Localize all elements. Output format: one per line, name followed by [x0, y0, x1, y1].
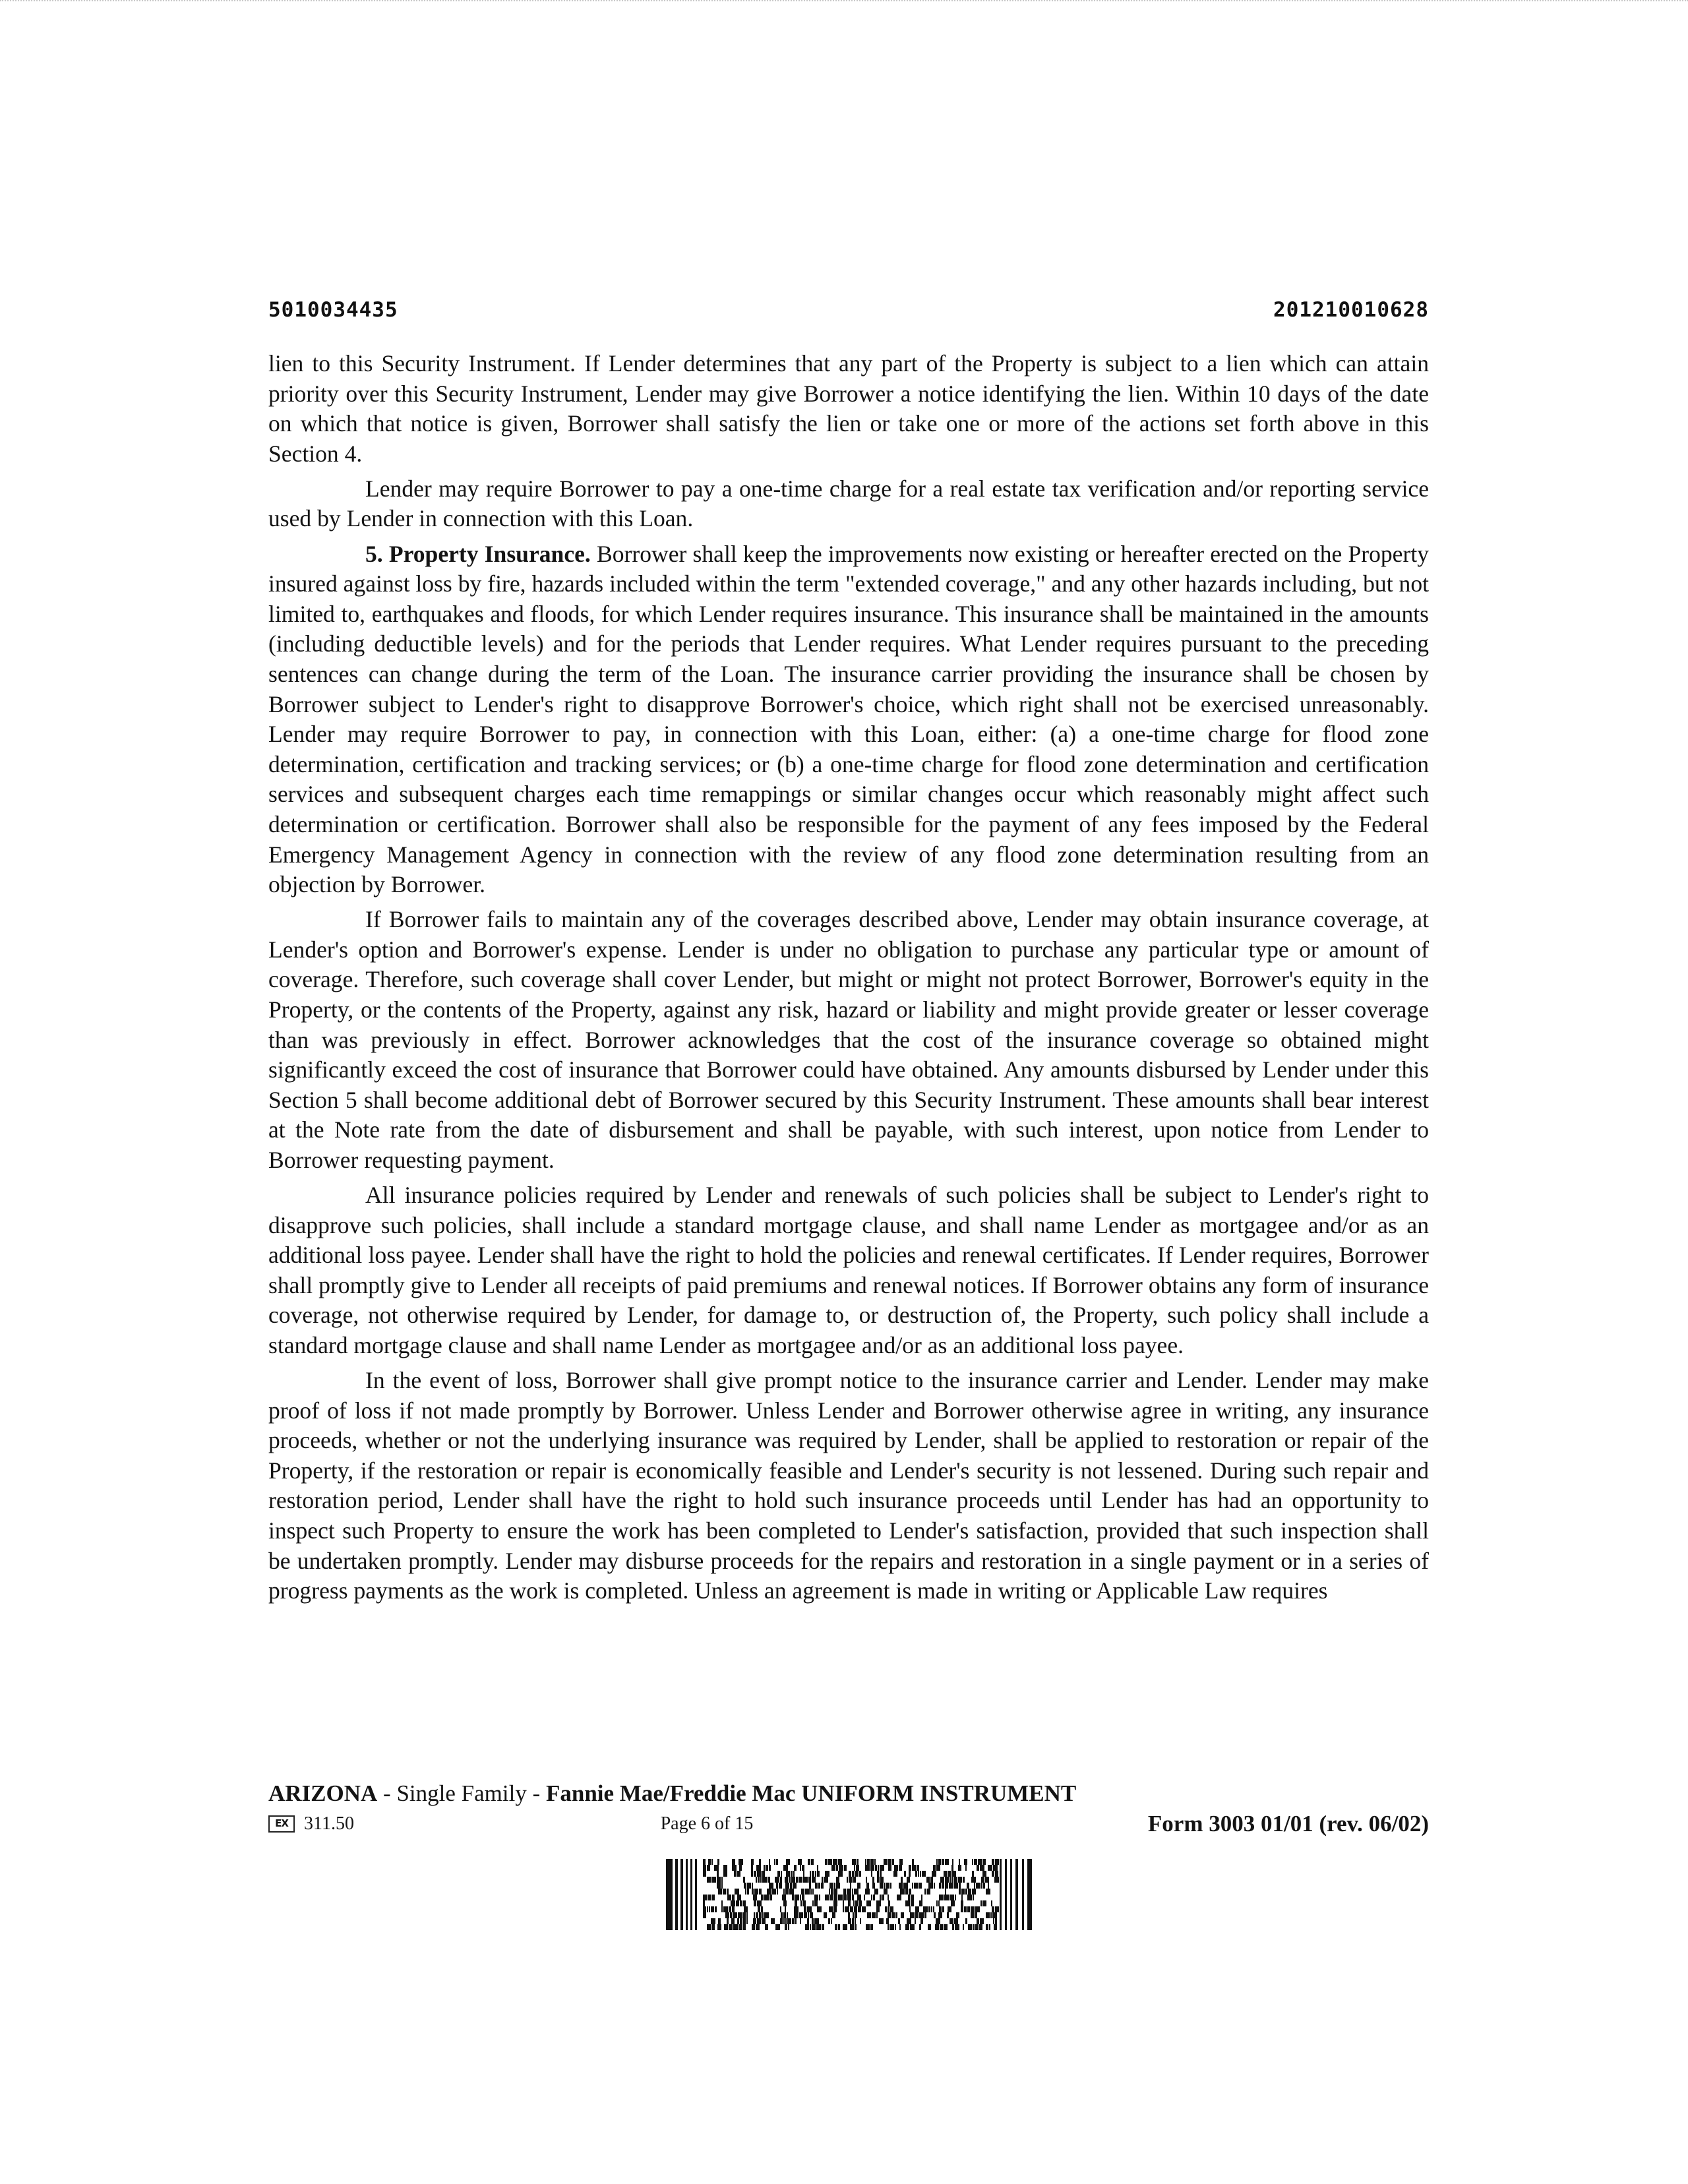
section-text: Borrower shall keep the improvements now existing or hereafter erected on the Property insured against loss by fire, hazards included within the term "extended coverage," and any other hazards including, but not limited to, earthquakes and floods, for which Lender requires insurance. This insurance shall be maintained in the amounts (including deductible levels) and for the periods that Lender requires. What Lender requires pursuant to the preceding sentences can change during the term of the Loan. The insurance carrier providing the insurance shall be chosen by Borrower subject to Lender's right to disapprove Borrower's choice, which right shall not be exercised unreasonably. Lender may require Borrower to pay, in connection with this Loan, either: (a) a one-time charge for flood zone determination, certification and tracking services; or (b) a one-time charge for flood zone determination and certification services and subsequent charges each time remappings or similar changes occur which reasonably might affect such determination or certification. Borrower shall also be responsible for the payment of any fees imposed by the Federal Emergency Management Agency in connection with the review of any flood zone determination resulting from an objection by Borrower. — [268, 540, 1429, 898]
document-footer — [268, 1780, 1429, 1844]
barcode-icon — [666, 1859, 1032, 1930]
footer-family-type: Single Family — [396, 1780, 527, 1806]
paragraph-policies: All insurance policies required by Lender and renewals of such policies shall be subject to Lender's right to disapprove such policies, shall include a standard mortgage clause, and shall name Lender as mortgagee and/or as an additional loss payee. Lender shall have the right to hold the policies and renewal certificates. If Lender requires, Borrower shall promptly give to Lender all receipts of paid premiums and renewal notices. If Borrower obtains any form of insurance coverage, not otherwise required by Lender, for damage to, or destruction of, the Property, such policy shall include a standard mortgage clause and shall name Lender as mortgagee and/or as an additional loss payee. — [268, 1182, 1429, 1358]
paragraph-lien: lien to this Security Instrument. If Lender determines that any part of the Property is subject to a lien which can attain priority over this Security Instrument, Lender may give Borrower a notice identifying the lien. Within 10 days of the date on which that notice is given, Borrower shall satisfy the lien or take one or more of the actions set forth above in this Section 4. — [268, 350, 1429, 467]
page-number: Page 6 of 15 — [660, 1813, 754, 1834]
paragraph-tax-verification: Lender may require Borrower to pay a one-time charge for a real estate tax verification and/or reporting service used by Lender in connection with this Loan. — [268, 475, 1429, 532]
footer-title: ARIZONA - Single Family - Fannie Mae/Freddie Mac UNIFORM INSTRUMENT — [268, 1780, 1077, 1806]
paragraph-coverage: If Borrower fails to maintain any of the coverages described above, Lender may obtain insurance coverage, at Lender's option and Borrower's expense. Lender is under no obligation to purchase any particular type or amount of coverage. Therefore, such coverage shall cover Lender, but might or might not protect Borrower, Borrower's equity in the Property, or the contents of the Property, against any risk, hazard or liability and might provide greater or lesser coverage than was previously in effect. Borrower acknowledges that the cost of the insurance coverage so obtained might significantly exceed the cost of insurance that Borrower could have obtained. Any amounts disbursed by Lender under this Section 5 shall become additional debt of Borrower secured by this Security Instrument. These amounts shall bear interest at the Note rate from the date of disbursement and shall be payable, with such interest, upon notice from Lender to Borrower requesting payment. — [268, 906, 1429, 1173]
document-body — [268, 349, 1429, 1611]
ex-logo-icon: EX — [268, 1815, 295, 1833]
form-number: Form 3003 01/01 (rev. 06/02) — [1147, 1811, 1429, 1836]
loan-number: 5010034435 — [268, 298, 398, 322]
document-number: 201210010628 — [1273, 298, 1429, 322]
scan-artifact — [0, 0, 1688, 20]
form-code-number: 311.50 — [304, 1813, 354, 1834]
paragraph-property-insurance — [268, 539, 1429, 900]
document-header — [268, 298, 1429, 322]
paragraph-loss: In the event of loss, Borrower shall give prompt notice to the insurance carrier and Lender. Lender may make proof of loss if not made promptly by Borrower. Unless Lender and Borrower otherwise agree in writing, any insurance proceeds, whether or not the underlying insurance was required by Lender, shall be applied to restoration or repair of the Property, if the restoration or repair is economically feasible and Lender's security is not lessened. During such repair and restoration period, Lender shall have the right to hold such insurance proceeds until Lender has had an opportunity to inspect such Property to ensure the work has been completed to Lender's satisfaction, provided that such inspection shall be undertaken promptly. Lender may disburse proceeds for the repairs and restoration in a single payment or in a series of progress payments as the work is completed. Unless an agreement is made in writing or Applicable Law requires — [268, 1367, 1429, 1604]
section-heading: 5. Property Insurance. — [365, 540, 591, 567]
footer-state: ARIZONA — [268, 1780, 378, 1806]
footer-instrument: Fannie Mae/Freddie Mac UNIFORM INSTRUMENT — [545, 1780, 1077, 1806]
